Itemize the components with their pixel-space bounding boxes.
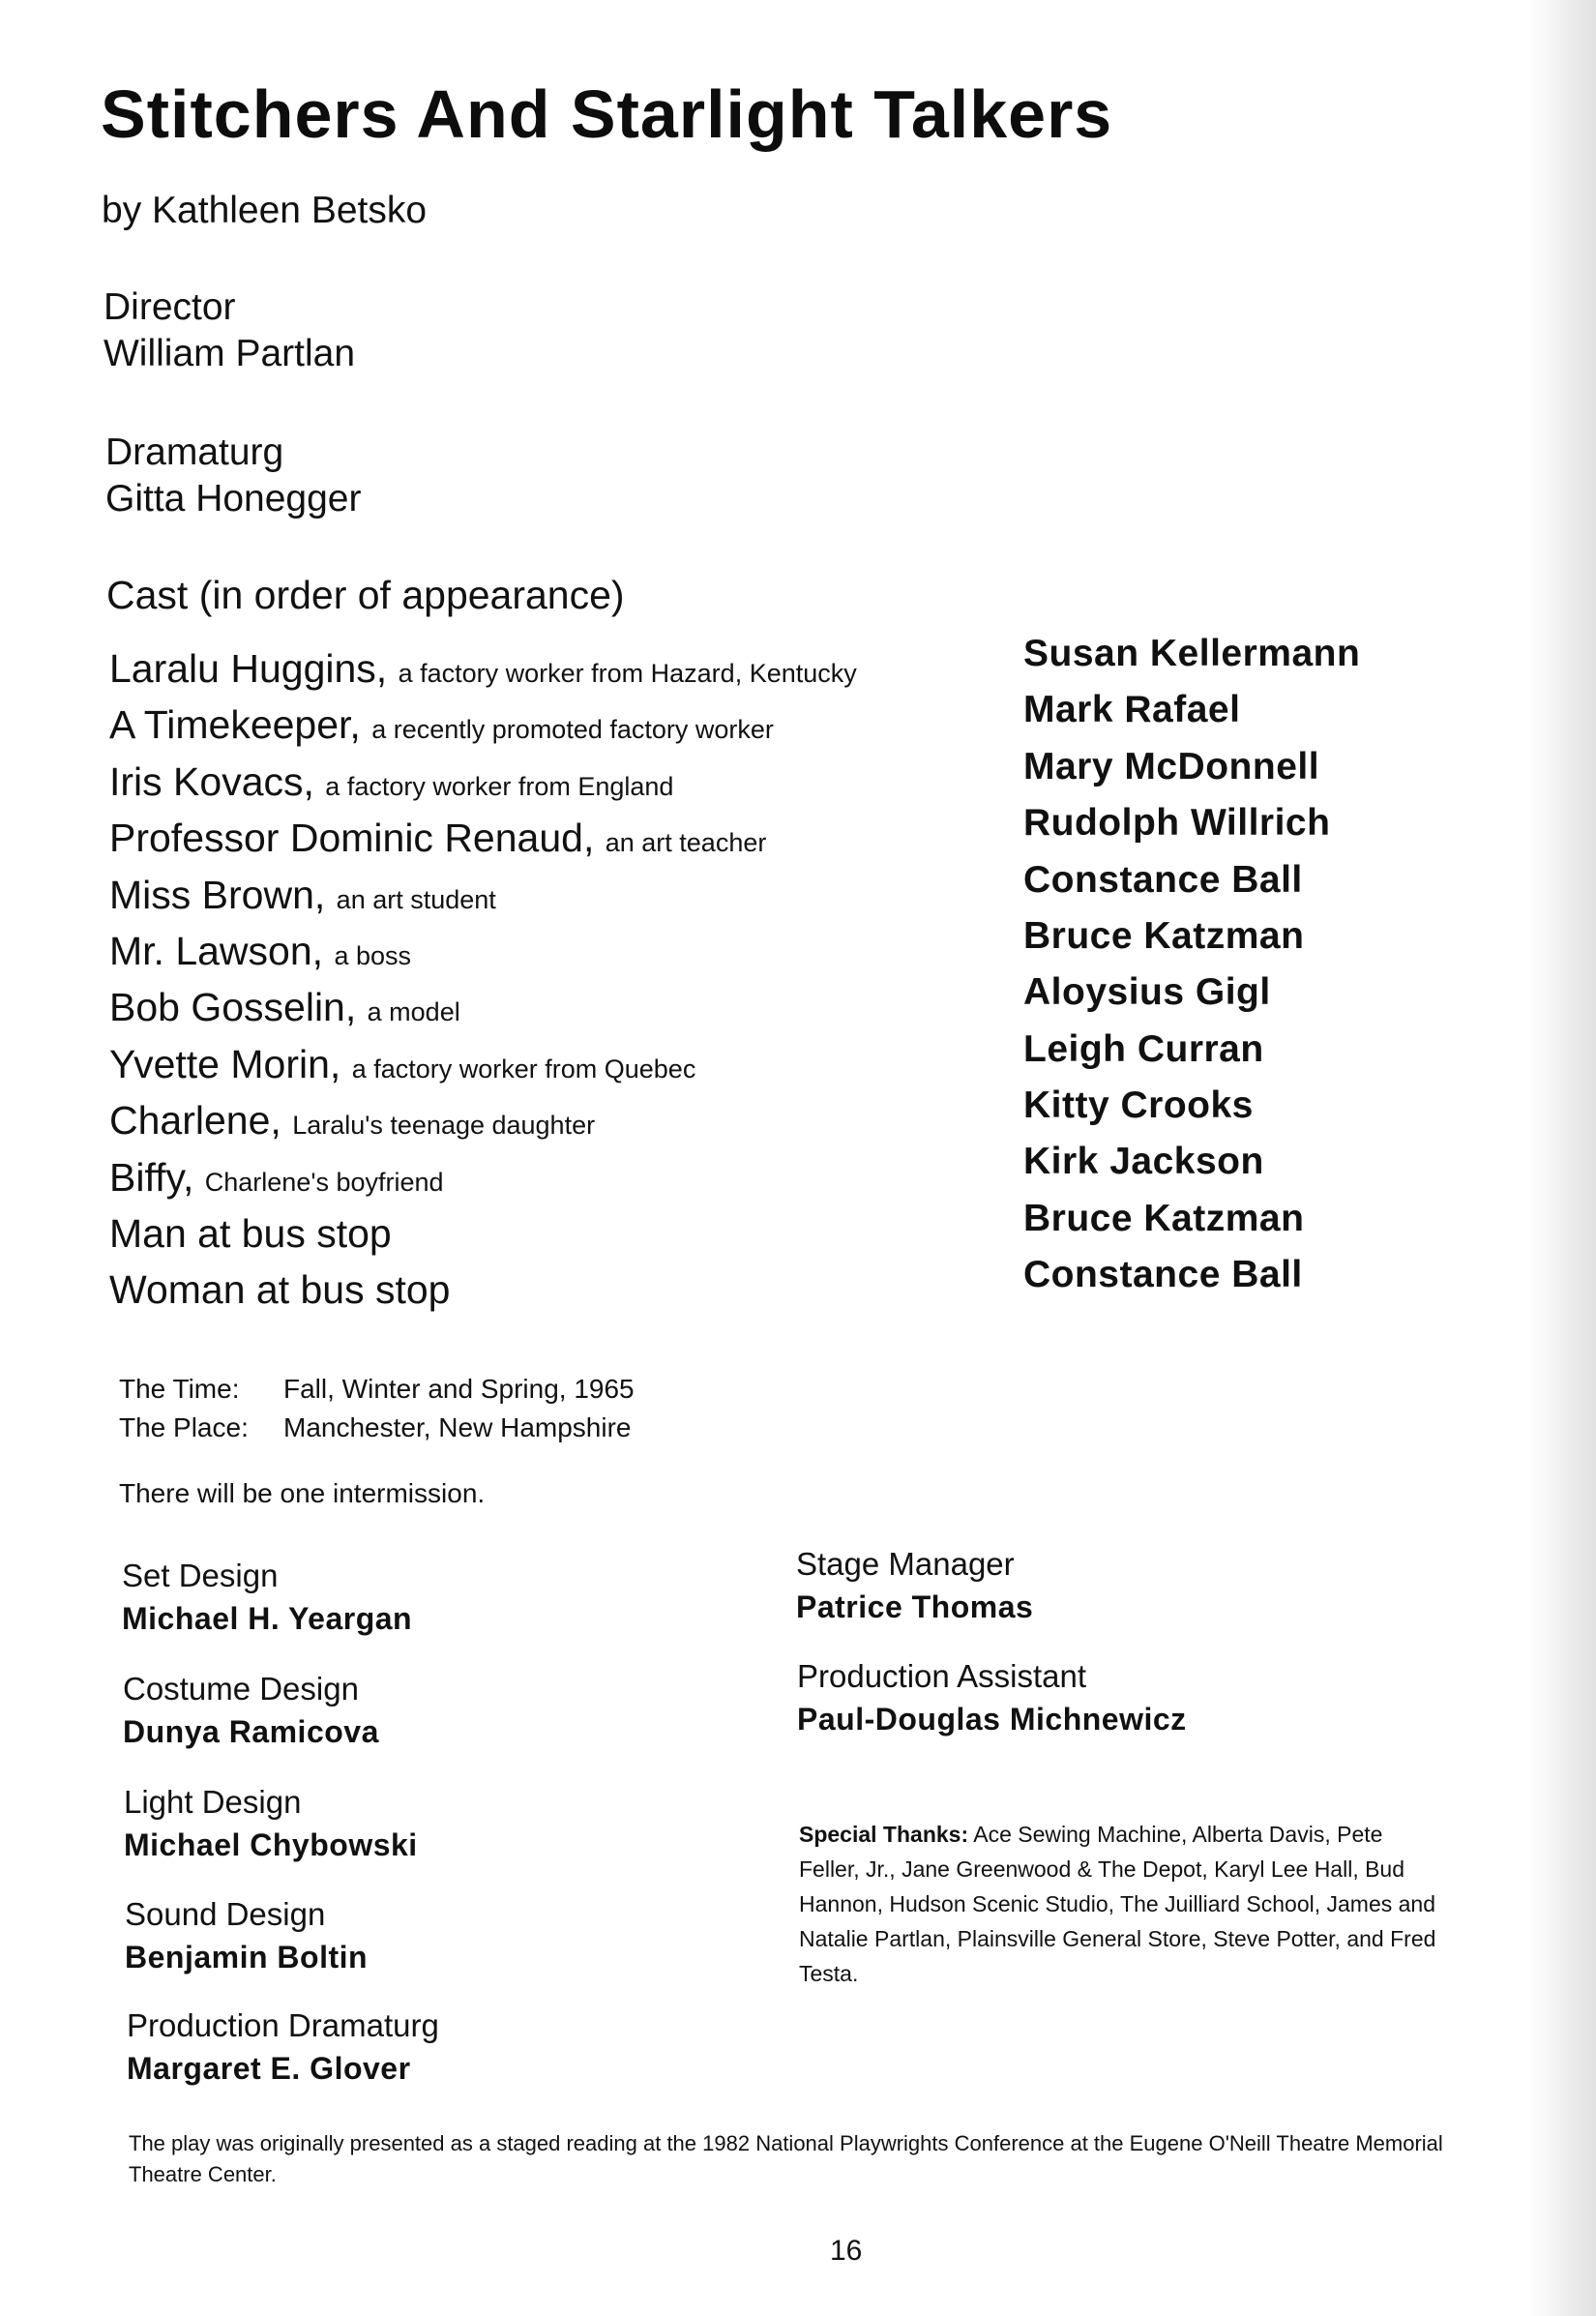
cast-role (109, 759, 673, 805)
actor-name: Kirk Jackson (1023, 1141, 1264, 1182)
dramaturg-name: Gitta Honegger (105, 478, 362, 520)
role-name: Laralu Huggins, (109, 646, 388, 691)
actor-name: Susan Kellermann (1023, 633, 1361, 674)
role-description: a factory worker from England (325, 772, 674, 801)
actor-name: Constance Ball (1023, 859, 1303, 901)
role-description: a factory worker from Quebec (351, 1054, 696, 1084)
costume-design-name: Dunya Ramicova (123, 1714, 379, 1749)
intermission-note: There will be one intermission. (119, 1478, 486, 1508)
actor-name: Leigh Curran (1023, 1028, 1264, 1070)
role-name: A Timekeeper, (109, 702, 361, 747)
actor-name: Constance Ball (1023, 1254, 1303, 1295)
role-name: Miss Brown, (109, 873, 326, 917)
cast-role (109, 929, 411, 974)
footnote: The play was originally presented as a staged reading at the 1982 National Playwrights Conference at the Eugene O'Neill Theatre Memorial Theatre Center. (129, 2131, 1443, 2186)
role-name: Woman at bus stop (109, 1267, 451, 1312)
stage-manager-label: Stage Manager (796, 1546, 1015, 1582)
cast-role (109, 646, 857, 692)
role-name: Iris Kovacs, (109, 759, 314, 804)
page-number: 16 (830, 2235, 863, 2267)
actor-name: Bruce Katzman (1023, 1198, 1305, 1239)
director-block (103, 284, 355, 377)
actor-name: Bruce Katzman (1023, 915, 1305, 957)
role-name: Professor Dominic Renaud, (109, 816, 595, 860)
sound-design-label: Sound Design (125, 1896, 326, 1932)
light-design-name: Michael Chybowski (124, 1827, 418, 1862)
cast-role (109, 873, 496, 918)
production-dramaturg-name: Margaret E. Glover (127, 2051, 411, 2086)
byline: by Kathleen Betsko (102, 190, 428, 231)
actor-name: Mary McDonnell (1023, 746, 1320, 787)
role-description: an art teacher (605, 828, 767, 857)
role-description: a recently promoted factory worker (371, 715, 774, 744)
actor-name: Rudolph Willrich (1023, 802, 1331, 844)
light-design-label: Light Design (124, 1784, 302, 1820)
actor-name: Aloysius Gigl (1023, 971, 1271, 1013)
role-name: Charlene, (109, 1098, 281, 1143)
cast-role (109, 1267, 450, 1313)
time-value: Fall, Winter and Spring, 1965 (283, 1374, 635, 1404)
role-description: Charlene's boyfriend (204, 1168, 444, 1197)
cast-heading: Cast (in order of appearance) (106, 573, 625, 617)
actor-name: Mark Rafael (1023, 689, 1241, 730)
time-line (119, 1374, 635, 1405)
cast-role (109, 702, 774, 748)
director-name: William Partlan (103, 333, 356, 374)
special-thanks (799, 1817, 1437, 1991)
role-description: a boss (334, 941, 412, 970)
role-name: Man at bus stop (109, 1211, 392, 1256)
cast-role (109, 1211, 392, 1257)
actor-name: Kitty Crooks (1023, 1084, 1254, 1126)
page-edge-shadow (1528, 0, 1596, 2316)
place-value: Manchester, New Hampshire (283, 1412, 632, 1442)
set-design-label: Set Design (122, 1558, 279, 1593)
costume-design-label: Costume Design (123, 1671, 359, 1707)
dramaturg-block (105, 430, 362, 522)
time-label: The Time: (119, 1374, 240, 1404)
dramaturg-label: Dramaturg (105, 431, 284, 473)
place-line (119, 1412, 631, 1443)
cast-role (109, 1098, 595, 1143)
cast-role (109, 985, 460, 1030)
place-label: The Place: (119, 1412, 249, 1442)
production-assistant-label: Production Assistant (797, 1658, 1086, 1694)
director-label: Director (103, 286, 236, 328)
production-assistant-name: Paul-Douglas Michnewicz (797, 1702, 1187, 1737)
stage-manager-name: Patrice Thomas (796, 1589, 1034, 1624)
role-name: Biffy, (109, 1155, 194, 1200)
production-dramaturg-label: Production Dramaturg (127, 2007, 439, 2043)
sound-design-name: Benjamin Boltin (125, 1940, 369, 1975)
special-thanks-text: Ace Sewing Machine, Alberta Davis, Pete Feller, Jr., Jane Greenwood & The Depot, Karyl Lee Hall, Bud Hannon, Hudson Scenic Studio, The Juilliard School, James and Natalie Partlan, Plainsville General Store, Steve Potter, and Fred Testa. (799, 1822, 1436, 1986)
cast-role (109, 1042, 695, 1087)
play-title: Stitchers And Starlight Talkers (101, 76, 1113, 152)
special-thanks-label: Special Thanks: (799, 1822, 969, 1847)
role-description: an art student (336, 885, 496, 914)
set-design-name: Michael H. Yeargan (122, 1601, 413, 1636)
role-name: Mr. Lawson, (109, 929, 324, 973)
cast-role (109, 1155, 444, 1201)
role-description: a model (367, 997, 460, 1026)
role-description: a factory worker from Hazard, Kentucky (398, 659, 857, 688)
cast-role (109, 816, 766, 861)
role-name: Yvette Morin, (109, 1042, 341, 1086)
role-name: Bob Gosselin, (109, 985, 357, 1029)
role-description: Laralu's teenage daughter (292, 1111, 596, 1140)
